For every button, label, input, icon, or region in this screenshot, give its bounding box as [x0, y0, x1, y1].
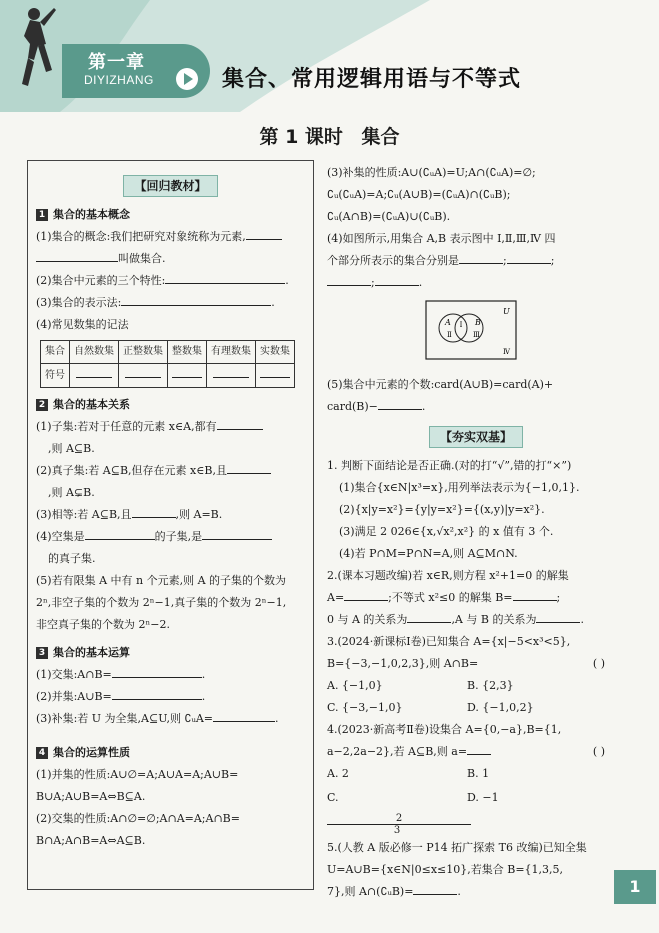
- text-line: (4)常见数集的记法: [36, 318, 129, 331]
- question-2: 2.(课本习题改编)若 x∈R,则方程 x²+1=0 的解集: [327, 569, 569, 582]
- section-3-heading: 3 集合的基本运算: [36, 642, 305, 664]
- venn-region-1: Ⅰ: [459, 321, 463, 329]
- option-a[interactable]: A. {−1,0}: [327, 679, 383, 692]
- venn-label-a: A: [445, 318, 451, 327]
- answer-blank[interactable]: [125, 364, 161, 378]
- lesson-name: 集合: [361, 126, 400, 148]
- venn-label-u: U: [503, 307, 510, 316]
- text-line: 叫做集合.: [118, 252, 166, 265]
- answer-blank[interactable]: [375, 272, 419, 286]
- answer-blank[interactable]: [378, 396, 422, 410]
- answer-blank[interactable]: [459, 250, 503, 264]
- venn-label-b: B: [475, 318, 481, 327]
- answer-blank[interactable]: [327, 272, 371, 286]
- answer-blank[interactable]: [507, 250, 551, 264]
- venn-region-3: Ⅲ: [473, 331, 480, 339]
- lesson-title: [0, 122, 659, 149]
- question-4: 4.(2023·新高考Ⅱ卷)设集合 A={0,−a},B={1,: [327, 723, 562, 736]
- review-banner: 【回归教材】: [36, 175, 305, 198]
- answer-blank[interactable]: [513, 587, 557, 601]
- option-b[interactable]: B. 1: [467, 767, 490, 780]
- venn-region-4: Ⅳ: [503, 348, 510, 356]
- chapter-number: 第一章: [88, 52, 145, 73]
- answer-blank[interactable]: [536, 609, 580, 623]
- answer-blank[interactable]: [260, 364, 290, 378]
- answer-blank[interactable]: [112, 686, 202, 700]
- option-c[interactable]: C. {−3,−1,0}: [327, 701, 403, 714]
- section-2-heading: 2 集合的基本关系: [36, 394, 305, 416]
- answer-blank[interactable]: [407, 609, 451, 623]
- option-b[interactable]: B. {2,3}: [467, 679, 514, 692]
- answer-blank[interactable]: [202, 526, 272, 540]
- answer-blank[interactable]: [413, 881, 457, 895]
- right-column: (3)补集的性质:A∪(∁ᵤA)=U;A∩(∁ᵤA)=∅; ∁ᵤ(∁ᵤA)=A;∁ᵤ(A∪B)=(∁ᵤA)∩(∁ᵤB); ∁ᵤ(A∩B)=(∁ᵤA)∪(∁ᵤB). (4)如图所示,用集合 A,B 表示图中 Ⅰ,Ⅱ,Ⅲ,Ⅳ 四 个部分所表示的集合分别是 ; ; ; . A B Ⅰ Ⅱ Ⅲ U Ⅳ (5)集合中元素的个数:card(A∪B)=card(A)+ card(B)− . 【夯实双基】 1. 判断下面结论是否正确.(对的打“√”,错的打“×”) (1)集合{x∈N|x³=x},用列举法表示为{−1,0,1}. (2){x|y=x²}={y|y=x²}={(x,y)|y=x²}. (3)满足 2 026∈{x,√x²,x²} 的 x 值有 3 个. (4)若 P∩M=P∩N=A,则 A⊆M∩N. 2.(课本习题改编)若 x∈R,则方程 x²+1=0 的解集 A= ;不等式 x²≤0 的解集 B= ; 0 与 A 的关系为 ,A 与 B 的关系为 . 3.(2024·新课标Ⅰ卷)已知集合 A={x|−5<x³<5}, B={−3,−1,0,2,3},则 A∩B= ( ) A. {−1,0} B. {2,3} C. {−3,−1,0} D. {−1,0,2} 4.(2023·新高考Ⅱ卷)设集合 A={0,−a},B={1, a−2,2a−2},若 A⊆B,则 a= ( ) A. 2 B. 1 C. $\frac{2}{3}$ D. −1 5.(人教 A 版必修一 P14 拓广探索 T6 改编)已知全集 U=A∪B={x∈N|0≤x≤10},若集合 B={1,3,5, 7},则 A∩(∁ᵤB)= .: [327, 162, 625, 903]
- answer-blank[interactable]: [165, 270, 285, 284]
- section-1-heading: 1 集合的基本概念: [36, 204, 305, 226]
- option-a[interactable]: A. 2: [327, 767, 349, 780]
- answer-blank[interactable]: [213, 364, 249, 378]
- question-5: 5.(人教 A 版必修一 P14 拓广探索 T6 改编)已知全集: [327, 841, 587, 854]
- question-3: 3.(2024·新课标Ⅰ卷)已知集合 A={x|−5<x³<5},: [327, 635, 571, 648]
- text-line: (3)集合的表示法:: [36, 296, 122, 309]
- option-c[interactable]: C. $\frac{2}{3}$: [327, 785, 467, 837]
- answer-blank[interactable]: [227, 460, 271, 474]
- venn-diagram: [425, 300, 517, 360]
- option-d[interactable]: D. {−1,0,2}: [467, 701, 534, 714]
- play-icon: [176, 68, 198, 90]
- section-4-heading: 4 集合的运算性质: [36, 742, 305, 764]
- text-line: (1)集合的概念:我们把研究对象统称为元素,: [36, 230, 246, 243]
- text-line: (2)集合中元素的三个特性:: [36, 274, 166, 287]
- number-set-table: 集合 自然数集 正整数集 整数集 有理数集 实数集 符号: [40, 340, 295, 388]
- answer-blank[interactable]: [467, 741, 491, 755]
- answer-blank[interactable]: [76, 364, 112, 378]
- answer-blank[interactable]: [213, 708, 275, 722]
- answer-blank[interactable]: [36, 248, 118, 262]
- page-header: [0, 0, 659, 118]
- chapter-title: 集合、常用逻辑用语与不等式: [222, 67, 522, 92]
- answer-blank[interactable]: [132, 504, 176, 518]
- page-number: 1: [614, 870, 656, 904]
- answer-blank[interactable]: [217, 416, 263, 430]
- lesson-number: 第 1 课时: [259, 126, 343, 148]
- textbook-review-box: 【回归教材】 1 集合的基本概念 (1)集合的概念:我们把研究对象统称为元素, 叫做集合. (2)集合中元素的三个特性: . (3)集合的表示法: . (4)常见数集的记法 集合 自然数集 正整数集 整数集 有理数集 实数集 符号 2 集合的基本关系 (1)子集:若对于任意的元素 x∈A,都有 ,则 A⊆B. (2)真子集:若 A⊆B,但存在元素 x∈B,且 ,则 A⊊B. (3)相等:若 A⊆B,且 ,则 A=B. (4)空集是 的子集,是 的真子集. (5)若有限集 A 中有 n 个元素,则 A 的子集的个数为 2ⁿ,非空子集的个数为 2ⁿ−1,真子集的个数为 2ⁿ−1, 非空真子集的个数为 2ⁿ−2. 3 集合的基本运算 (1)交集:A∩B= . (2)并集:A∪B= . (3)补集:若 U 为全集,A⊆U,则 ∁ᵤA= . 4 集合的运算性质 (1)并集的性质:A∪∅=A;A∪A=A;A∪B= B∪A;A∪B=A⇔B⊆A. (2)交集的性质:A∩∅=∅;A∩A=A;A∩B= B∩A;A∩B=A⇔A⊆B.: [27, 160, 314, 890]
- answer-blank[interactable]: [121, 292, 271, 306]
- answer-blank[interactable]: [85, 526, 155, 540]
- question-1: 1. 判断下面结论是否正确.(对的打“√”,错的打“×”): [327, 459, 572, 472]
- practice-banner: 【夯实双基】: [327, 426, 625, 449]
- option-d[interactable]: D. −1: [467, 791, 499, 804]
- venn-region-2: Ⅱ: [447, 331, 452, 339]
- chapter-pinyin: DIYIZHANG: [84, 73, 154, 87]
- answer-blank[interactable]: [172, 364, 202, 378]
- answer-blank[interactable]: [112, 664, 202, 678]
- answer-blank[interactable]: [246, 226, 282, 240]
- answer-blank[interactable]: [344, 587, 388, 601]
